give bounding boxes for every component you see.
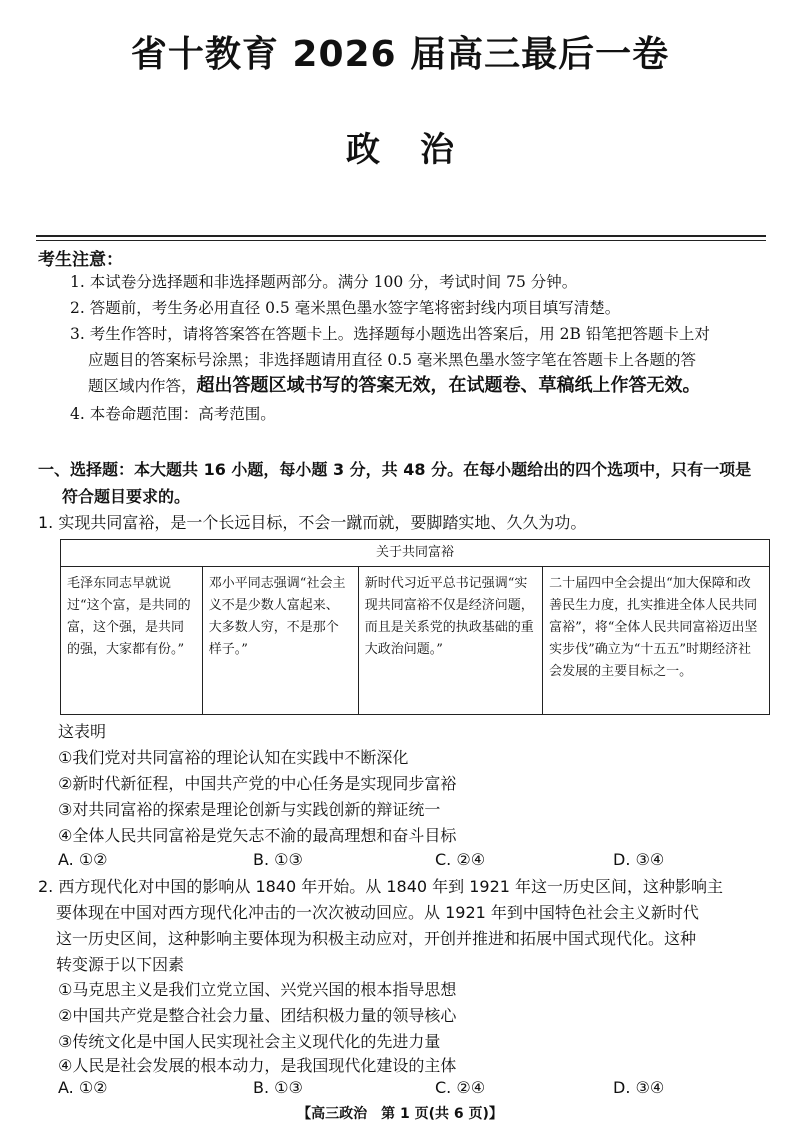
question-2-option-3: ③传统文化是中国人民实现社会主义现代化的先进力量 [58, 1032, 441, 1051]
question-2-choice-a: A. ①② [58, 1078, 108, 1097]
question-2-option-1: ①马克思主义是我们立党立国、兴党兴国的根本指导思想 [58, 980, 457, 999]
question-1-choice-c: C. ②④ [435, 850, 486, 869]
table-cell-plenum: 二十届四中全会提出“加大保障和改善民生力度，扎实推进全体人民共同富裕”，将“全体人民共同富裕迈出坚实步伐”确立为“十五五”时期经济社会发展的主要目标之一。 [543, 567, 770, 715]
question-1-lead: 这表明 [58, 722, 107, 741]
question-1-option-4: ④全体人民共同富裕是党矢志不渝的最高理想和奋斗目标 [58, 826, 457, 845]
common-prosperity-table [60, 539, 770, 715]
notice-item-3-line-1: 3. 考生作答时，请将答案答在答题卡上。选择题每小题选出答案后，用 2B 铅笔把答题卡上对 [70, 325, 710, 343]
question-2-stem-line-1: 2. 西方现代化对中国的影响从 1840 年开始。从 1840 年到 1921 年这一历史区间，这种影响主 [38, 877, 724, 896]
notice-item-3-line-2: 应题目的答案标号涂黑；非选择题请用直径 0.5 毫米黑色墨水签字笔在答题卡上各题的答 [88, 351, 697, 369]
table-cell-mao: 毛泽东同志早就说过“这个富，是共同的富，这个强，是共同的强，大家都有份。” [61, 567, 203, 715]
question-1-choice-b: B. ①③ [253, 850, 303, 869]
question-2-option-4: ④人民是社会发展的根本动力，是我国现代化建设的主体 [58, 1056, 457, 1075]
notice-item-3-line-3-plain: 题区域内作答， [88, 377, 197, 395]
notice-item-2: 2. 答题前，考生务必用直径 0.5 毫米黑色墨水签字笔将密封线内项目填写清楚。 [70, 299, 621, 317]
section-one-line-1: 一、选择题：本大题共 16 小题，每小题 3 分，共 48 分。在每小题给出的四个选项中，只有一项是 [38, 460, 752, 479]
question-1-option-3: ③对共同富裕的探索是理论创新与实践创新的辩证统一 [58, 800, 441, 819]
table-cell-xi: 新时代习近平总书记强调“实现共同富裕不仅是经济问题，而且是关系党的执政基础的重大政治问题。” [358, 567, 542, 715]
question-1-option-1: ①我们党对共同富裕的理论认知在实践中不断深化 [58, 748, 409, 767]
page-footer: 【高三政治 第 1 页(共 6 页)】 [297, 1106, 503, 1122]
divider-thin [36, 240, 766, 241]
question-2-choice-d: D. ③④ [613, 1078, 665, 1097]
notice-item-3-emphasis: 超出答题区域书写的答案无效，在试题卷、草稿纸上作答无效。 [196, 375, 701, 396]
question-2-choice-c: C. ②④ [435, 1078, 486, 1097]
notice-heading: 考生注意： [38, 250, 123, 270]
notice-item-1: 1. 本试卷分选择题和非选择题两部分。满分 100 分，考试时间 75 分钟。 [70, 273, 578, 291]
question-2-choice-b: B. ①③ [253, 1078, 303, 1097]
question-2-option-2: ②中国共产党是整合社会力量、团结积极力量的领导核心 [58, 1006, 457, 1025]
notice-item-4: 4. 本卷命题范围：高考范围。 [70, 405, 276, 423]
divider-thick [36, 235, 766, 237]
subject-title: 政治 [346, 130, 494, 170]
notice-item-3-line-3 [88, 374, 788, 398]
question-1-option-2: ②新时代新征程，中国共产党的中心任务是实现同步富裕 [58, 774, 457, 793]
section-one-line-2: 符合题目要求的。 [62, 487, 191, 506]
table-cell-deng: 邓小平同志强调“社会主义不是少数人富起来、大多数人穷，不是那个样子。” [202, 567, 358, 715]
question-2-stem-line-4: 转变源于以下因素 [56, 955, 185, 974]
table-header: 关于共同富裕 [61, 540, 770, 567]
exam-title: 省十教育 2026 届高三最后一卷 [130, 34, 670, 75]
question-1-choice-d: D. ③④ [613, 850, 665, 869]
question-1-stem: 1. 实现共同富裕，是一个长远目标，不会一蹴而就，要脚踏实地、久久为功。 [38, 513, 587, 532]
section-one-heading [38, 456, 773, 510]
question-2-stem-line-2: 要体现在中国对西方现代化冲击的一次次被动回应。从 1921 年到中国特色社会主义新时代 [56, 903, 699, 922]
question-2-stem-line-3: 这一历史区间，这种影响主要体现为积极主动应对，开创并推进和拓展中国式现代化。这种 [56, 929, 697, 948]
question-1-choice-a: A. ①② [58, 850, 108, 869]
